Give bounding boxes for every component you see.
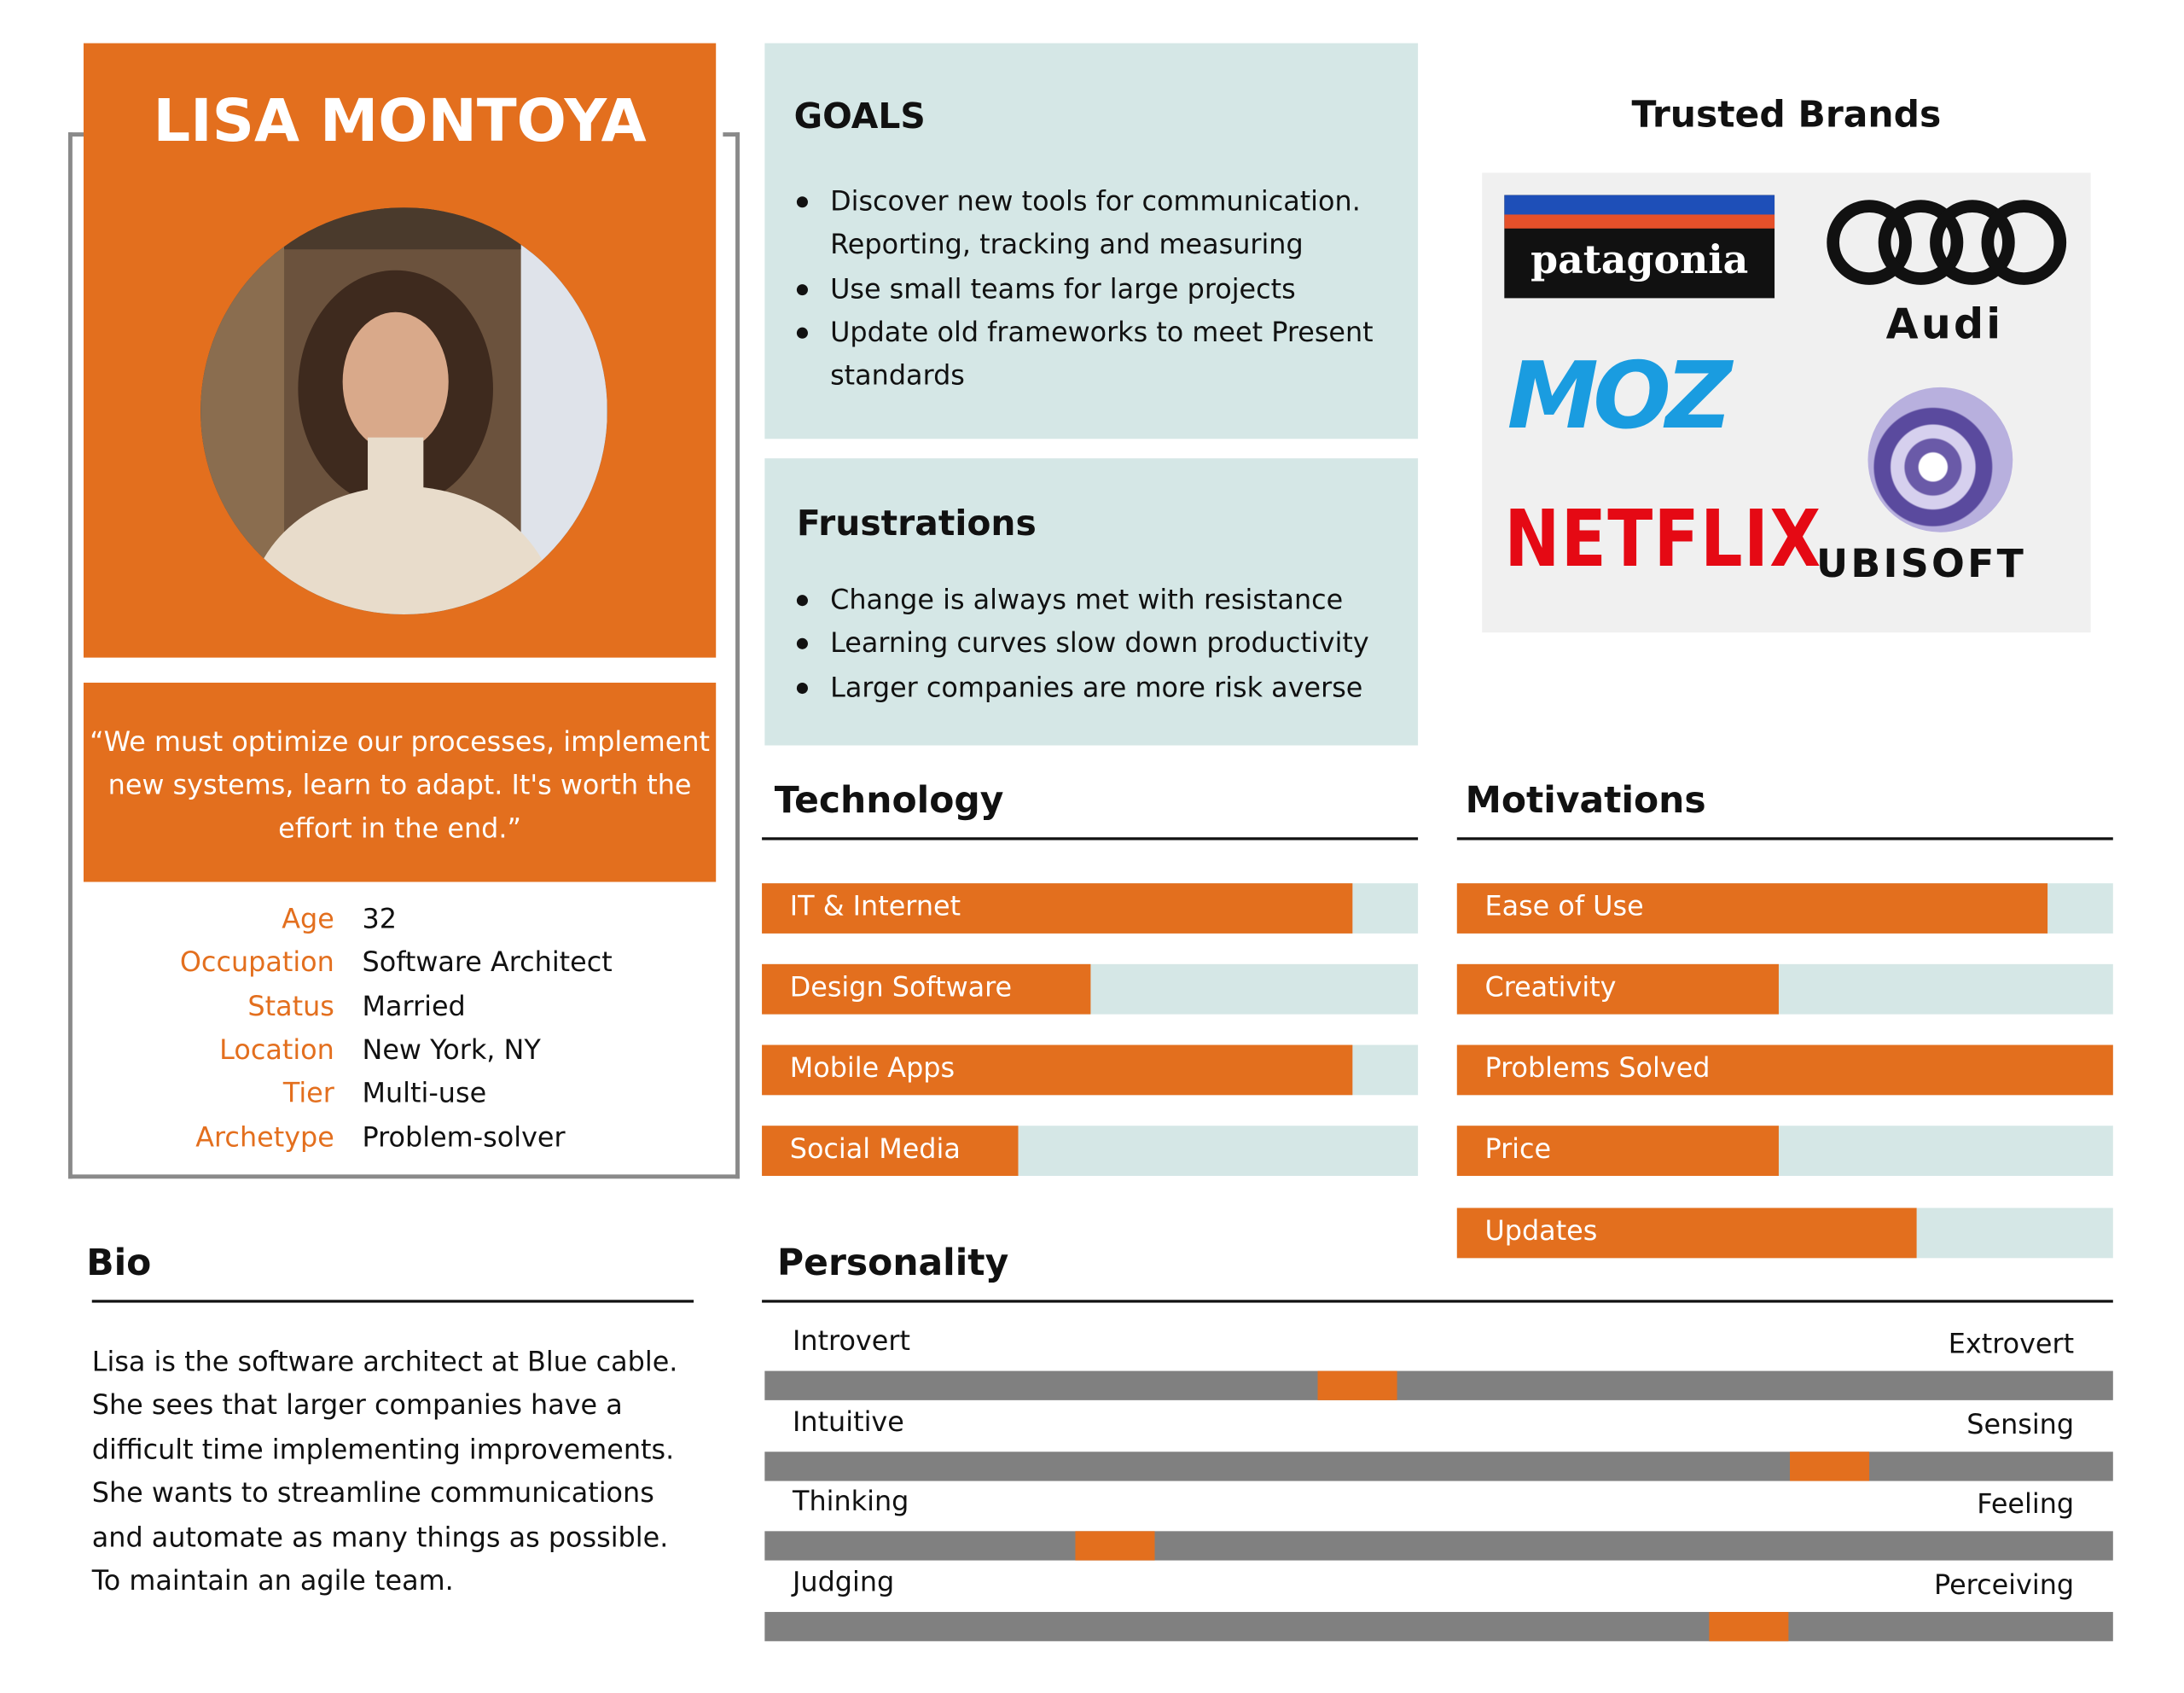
trait-right-label: Extrovert — [1948, 1327, 2075, 1360]
trait-marker — [1076, 1532, 1155, 1561]
technology-bar-label: IT & Internet — [789, 890, 961, 922]
goals-panel — [764, 44, 1418, 439]
trait-right-label: Perceiving — [1934, 1568, 2075, 1601]
motivations-bar-label: Price — [1484, 1132, 1552, 1165]
motivations-bar-label: Ease of Use — [1484, 890, 1644, 922]
detail-label: Location — [219, 1033, 334, 1066]
persona-name: LISA MONTOYA — [153, 86, 647, 155]
persona-photo — [200, 207, 607, 614]
motivations-bar — [1457, 964, 2113, 1015]
detail-label: Occupation — [179, 946, 334, 979]
motivations-bar-label: Creativity — [1484, 970, 1617, 1004]
personality-rule — [762, 1300, 2113, 1302]
personality-title: Personality — [777, 1242, 1009, 1285]
bio-title: Bio — [86, 1242, 152, 1285]
trait-left-label: Introvert — [793, 1324, 910, 1358]
goals-item: Update old frameworks to meet Present standards — [794, 311, 1407, 398]
motivations-bar — [1457, 1126, 2113, 1176]
detail-value: Multi-use — [362, 1077, 487, 1109]
technology-title: Technology — [774, 780, 1004, 823]
frustrations-title: Frustrations — [796, 503, 1037, 544]
trait-marker — [1318, 1371, 1397, 1400]
persona-quote: “We must optimize our processes, implement new systems, learn to adapt. It's worth the effort in the end.” — [84, 683, 716, 881]
motivations-bar — [1457, 883, 2113, 934]
detail-value: Problem-solver — [362, 1120, 566, 1154]
motivations-title: Motivations — [1465, 780, 1706, 823]
trait-track — [764, 1371, 2112, 1400]
moz-logo: MOZ — [1507, 342, 1727, 451]
detail-row — [84, 1077, 724, 1119]
motivations-bar-label: Problems Solved — [1484, 1051, 1711, 1085]
trait-marker — [1710, 1612, 1789, 1641]
motivations-bar — [1457, 1208, 2113, 1259]
trait-track — [764, 1532, 2112, 1561]
detail-row — [84, 903, 724, 945]
detail-value: Married — [362, 990, 466, 1022]
motivations-bar-label: Updates — [1484, 1214, 1598, 1248]
frustrations-item: Change is always met with resistance — [794, 579, 1407, 622]
audi-wordmark: Audi — [1885, 300, 2004, 350]
frustrations-item: Learning curves slow down productivity — [794, 622, 1407, 666]
detail-value: New York, NY — [362, 1033, 541, 1066]
detail-row — [84, 1033, 724, 1075]
technology-bar-label: Design Software — [789, 970, 1013, 1004]
motivations-bar — [1457, 1045, 2113, 1096]
detail-row — [84, 990, 724, 1032]
technology-bar — [762, 883, 1418, 934]
motivations-rule — [1457, 837, 2113, 840]
technology-bar — [762, 1045, 1418, 1096]
goals-item: Use small teams for large projects — [794, 267, 1407, 311]
bio-rule — [92, 1300, 694, 1302]
detail-row — [84, 946, 724, 988]
trait-track — [764, 1612, 2112, 1641]
technology-bar-label: Social Media — [789, 1132, 961, 1165]
technology-bar-label: Mobile Apps — [789, 1051, 956, 1085]
detail-value: 32 — [362, 902, 398, 935]
patagonia-logo: patagonia — [1504, 195, 1774, 299]
trait-right-label: Sensing — [1966, 1407, 2075, 1440]
trait-left-label: Judging — [793, 1565, 895, 1598]
audi-rings-logo — [1825, 198, 2070, 287]
detail-label: Archetype — [195, 1120, 334, 1154]
technology-rule — [762, 837, 1418, 840]
ubisoft-swirl-logo — [1867, 387, 2013, 532]
bio-text: Lisa is the software architect at Blue cable. She sees that larger companies have a difficult time implementing improvements. She wants to streamline communications and automate as many things as possible. To maintain an agile team. — [91, 1346, 678, 1597]
trait-left-label: Intuitive — [793, 1405, 904, 1438]
technology-bar — [762, 1126, 1418, 1176]
detail-label: Status — [247, 990, 334, 1022]
netflix-logo: NETFLIX — [1504, 494, 1822, 585]
goals-title: GOALS — [793, 96, 926, 137]
trait-right-label: Feeling — [1977, 1488, 2075, 1521]
frustrations-panel — [764, 458, 1418, 745]
brand-logos — [1482, 172, 2090, 632]
detail-row — [84, 1121, 724, 1163]
detail-value: Software Architect — [362, 946, 613, 979]
trait-track — [764, 1452, 2112, 1481]
detail-label: Tier — [282, 1077, 334, 1109]
goals-item: Discover new tools for communication. Reporting, tracking and measuring — [794, 180, 1407, 267]
ubisoft-wordmark: UBISOFT — [1816, 540, 2027, 587]
detail-label: Age — [282, 902, 334, 935]
trait-left-label: Thinking — [793, 1485, 909, 1518]
frustrations-item: Larger companies are more risk averse — [794, 666, 1407, 709]
technology-bar — [762, 964, 1418, 1015]
brands-title: Trusted Brands — [1631, 95, 1942, 137]
trait-marker — [1790, 1452, 1869, 1481]
